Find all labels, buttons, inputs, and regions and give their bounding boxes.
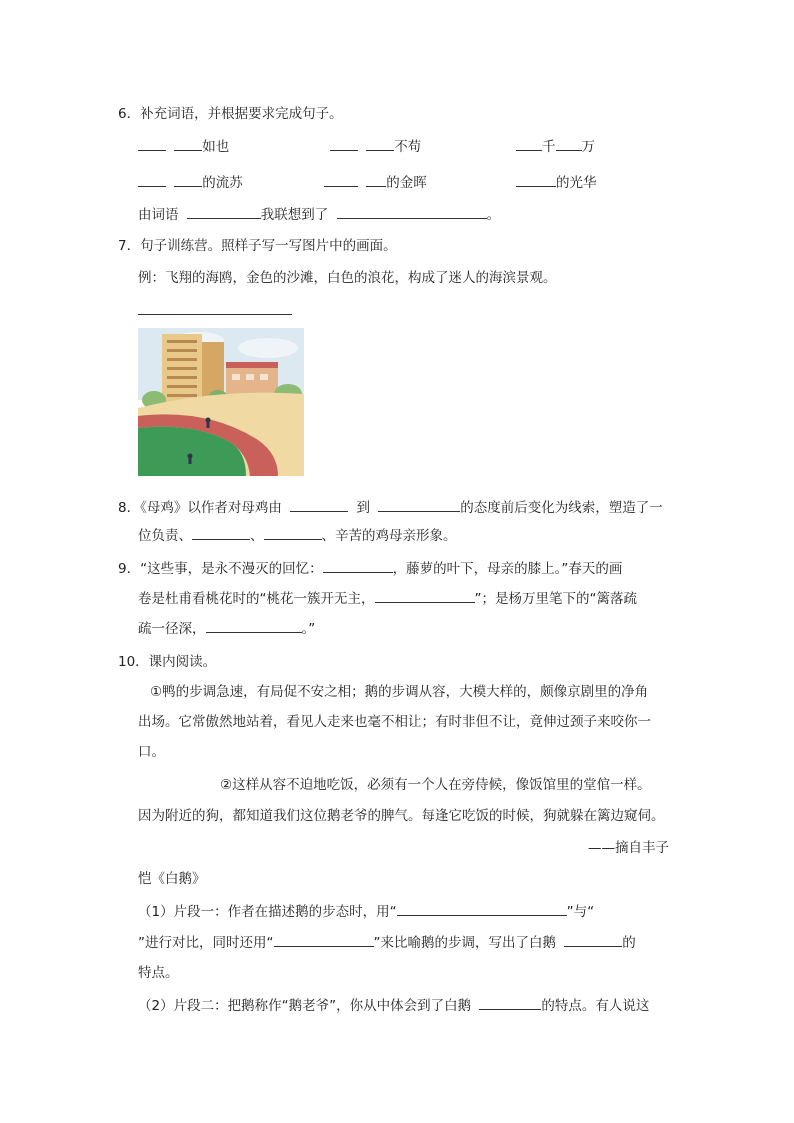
passage-2-line-2: 因为附近的狗，都知道我们这位鹅老爷的脾气。每逢它吃饭的时候，狗就躲在篱边窥伺。 xyxy=(138,808,665,824)
blank[interactable] xyxy=(138,172,166,187)
source-line-2: 恺《白鹅》 xyxy=(138,871,206,887)
passage-1-line-2: 出场。它常傲然地站着，看见人走来也毫不相让；有时非但不让，竟伸过颈子来咬你一 xyxy=(138,714,651,730)
q6-title: 6．补充词语，并根据要求完成句子。 xyxy=(118,106,343,122)
blank[interactable] xyxy=(174,136,202,151)
q9-line1: 9．“这些事，是永不漫灭的回忆： ，藤萝的叶下，母亲的膝上。”春天的画 xyxy=(118,558,622,579)
q8-line2: 位负责、 、 、辛苦的鸡母亲形象。 xyxy=(138,525,457,546)
small-building xyxy=(226,366,278,396)
q10-sub1-line1: （1）片段一：作者在描述鹅的步态时，用“ ”与“ xyxy=(138,901,594,922)
q10-sub2-line1: （2）片段二：把鹅称作“鹅老爷”，你从中体会到了白鹅 的特点。有人说这 xyxy=(138,995,649,1016)
passage-2-line-1: ②这样从容不迫地吃饭，必须有一个人在旁侍候，像饭馆里的堂倌一样。 xyxy=(220,777,651,793)
blank[interactable] xyxy=(397,901,567,916)
blank[interactable] xyxy=(187,204,261,219)
q7-title: 7．句子训练营。照样子写一写图片中的画面。 xyxy=(118,238,397,254)
q10-sub1-line3: 特点。 xyxy=(138,965,179,981)
q6-row1-item1: 如也 xyxy=(138,136,229,157)
blank[interactable] xyxy=(366,136,394,151)
blank[interactable] xyxy=(564,932,622,947)
blank[interactable] xyxy=(556,136,582,151)
q6-row2-item1: 的流苏 xyxy=(138,172,243,193)
q10-sub1-line2: ”进行对比，同时还用“ ”来比喻鹅的步调，写出了白鹅 的 xyxy=(138,932,636,953)
q6-row3: 由词语 我联想到了 。 xyxy=(138,204,500,225)
blank[interactable] xyxy=(323,558,393,573)
school-picture xyxy=(138,328,304,476)
blank[interactable] xyxy=(192,525,250,540)
q6-row1-item3: 千 万 xyxy=(516,136,595,157)
blank[interactable] xyxy=(378,497,460,512)
blank[interactable] xyxy=(330,136,358,151)
blank[interactable] xyxy=(516,136,542,151)
blank[interactable] xyxy=(138,136,166,151)
school-illustration xyxy=(138,328,304,476)
source-line-1: ——摘自丰子 xyxy=(588,840,669,856)
q10-title: 10．课内阅读。 xyxy=(118,654,217,670)
q9-line3: 疏一径深， 。” xyxy=(138,618,315,639)
passage-1-line-3: 口。 xyxy=(138,744,165,760)
blank[interactable] xyxy=(264,525,322,540)
passage-1-line-1: ①鸭的步调急速，有局促不安之相；鹅的步调从容，大模大样的，颇像京剧里的净角 xyxy=(150,684,649,700)
q6-row2-item2: 的金晖 xyxy=(324,172,427,193)
blank[interactable] xyxy=(337,204,487,219)
q8-line1: 8．《母鸡》以作者对母鸡由 到 的态度前后变化为线索，塑造了一 xyxy=(118,497,663,518)
q6-row1-item2: 不苟 xyxy=(330,136,421,157)
blank[interactable] xyxy=(516,172,556,187)
q9-line2: 卷是杜甫看桃花时的“桃花一簇开无主， ”；是杨万里笔下的“篱落疏 xyxy=(138,588,637,609)
q6-row2-item3: 的光华 xyxy=(516,172,597,193)
blank[interactable] xyxy=(290,497,348,512)
blank[interactable] xyxy=(274,932,374,947)
blank[interactable] xyxy=(479,995,541,1010)
blank[interactable] xyxy=(174,172,202,187)
q7-answer-line[interactable] xyxy=(138,314,292,315)
blank[interactable] xyxy=(324,172,358,187)
blank[interactable] xyxy=(375,588,475,603)
blank[interactable] xyxy=(366,172,386,187)
q7-example: 例：飞翔的海鸥，金色的沙滩，白色的浪花，构成了迷人的海滨景观。 xyxy=(138,270,557,286)
blank[interactable] xyxy=(206,618,302,633)
